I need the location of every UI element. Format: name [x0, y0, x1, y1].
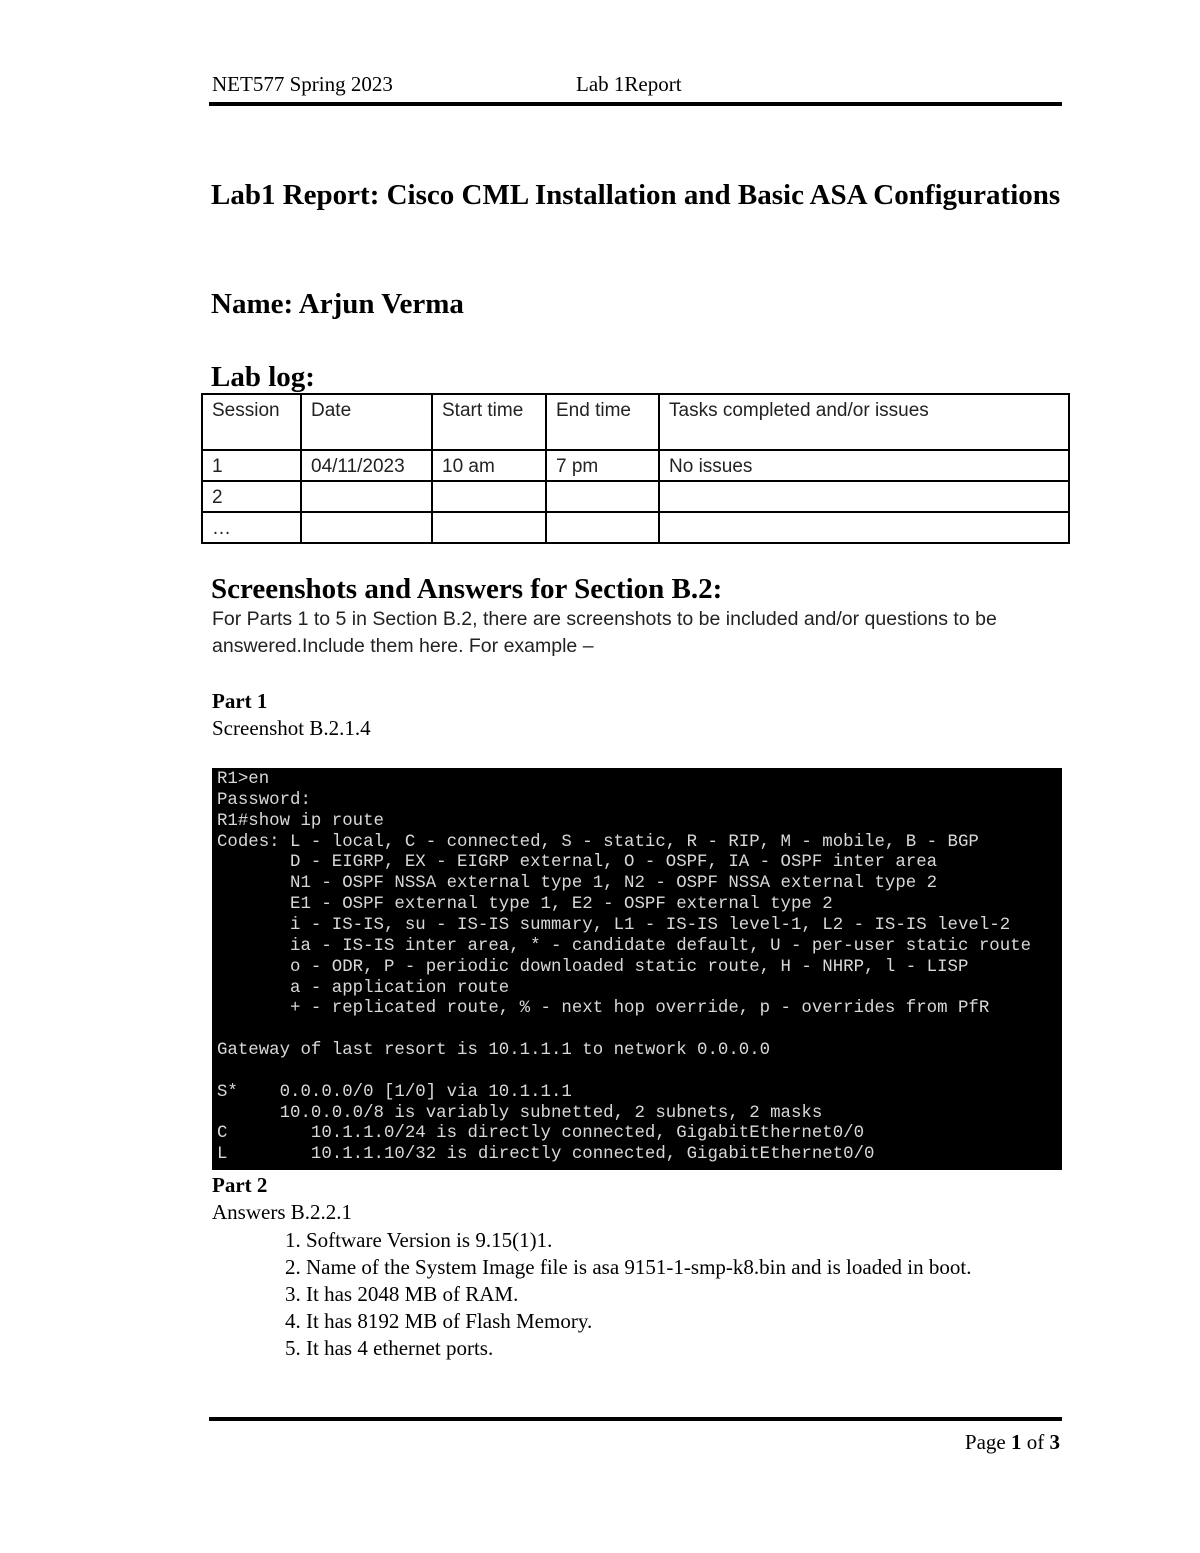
answers-list	[285, 1227, 971, 1362]
terminal-line: D - EIGRP, EX - EIGRP external, O - OSPF, IA - OSPF inter area	[217, 853, 938, 872]
list-item: 3. It has 2048 MB of RAM.	[285, 1282, 519, 1306]
part-1-label: Part 1	[212, 689, 268, 713]
table-cell: …	[202, 512, 301, 543]
table-cell	[659, 481, 1069, 512]
terminal-line: Codes: L - local, C - connected, S - static, R - RIP, M - mobile, B - BGP	[217, 833, 979, 852]
table-cell: 1	[202, 450, 301, 481]
table-header-row	[202, 394, 1069, 450]
footer-rule	[209, 1417, 1062, 1421]
table-cell: 04/11/2023	[301, 450, 432, 481]
table-cell: No issues	[659, 450, 1069, 481]
header-course: NET577 Spring 2023	[212, 72, 393, 96]
student-name: Name: Arjun Verma	[211, 288, 464, 320]
page-number	[965, 1430, 1060, 1455]
page-current: 1	[1011, 1430, 1022, 1454]
part-2-label: Part 2	[212, 1173, 268, 1197]
page-header	[210, 72, 1062, 102]
table-cell: 7 pm	[546, 450, 659, 481]
header-rule	[209, 102, 1062, 106]
terminal-line: Password:	[217, 791, 311, 810]
table-cell	[301, 481, 432, 512]
page-word: Page	[964, 1430, 1006, 1454]
terminal-line: R1>en	[217, 770, 270, 789]
table-row	[202, 512, 1069, 543]
terminal-line: C 10.1.1.0/24 is directly connected, GigabitEthernet0/0	[217, 1124, 865, 1143]
part-2-subtitle: Answers B.2.2.1	[212, 1200, 352, 1224]
column-header: Date	[301, 394, 432, 450]
table-cell	[546, 481, 659, 512]
part-1-subtitle: Screenshot B.2.1.4	[212, 716, 371, 740]
terminal-line: E1 - OSPF external type 1, E2 - OSPF external type 2	[217, 895, 833, 914]
terminal-line: R1#show ip route	[217, 812, 384, 831]
page-total: 3	[1049, 1430, 1060, 1454]
terminal-line: + - replicated route, % - next hop override, p - overrides from PfR	[217, 999, 990, 1018]
terminal-line: a - application route	[217, 979, 510, 998]
table-cell	[659, 512, 1069, 543]
terminal-screenshot	[212, 768, 1062, 1170]
table-cell: 10 am	[432, 450, 546, 481]
section-heading: Screenshots and Answers for Section B.2:	[211, 573, 723, 605]
table-cell	[301, 512, 432, 543]
of-word: of	[1026, 1430, 1045, 1454]
section-intro: For Parts 1 to 5 in Section B.2, there are screenshots to be included and/or questions to be answered.Include them here. For example –	[212, 608, 997, 657]
lab-log-heading: Lab log:	[211, 361, 315, 393]
terminal-line: Gateway of last resort is 10.1.1.1 to network 0.0.0.0	[217, 1041, 771, 1060]
lab-log-table	[201, 393, 1070, 544]
terminal-line: 10.0.0.0/8 is variably subnetted, 2 subnets, 2 masks	[217, 1104, 823, 1123]
table-row	[202, 450, 1069, 481]
table-cell	[546, 512, 659, 543]
table-cell	[432, 481, 546, 512]
list-item: 1. Software Version is 9.15(1)1.	[285, 1228, 553, 1252]
terminal-line: N1 - OSPF NSSA external type 1, N2 - OSPF NSSA external type 2	[217, 874, 938, 893]
column-header: End time	[546, 394, 659, 450]
table-row	[202, 481, 1069, 512]
terminal-line: ia - IS-IS inter area, * - candidate default, U - per-user static route	[217, 937, 1032, 956]
terminal-line: i - IS-IS, su - IS-IS summary, L1 - IS-IS level-1, L2 - IS-IS level-2	[217, 916, 1011, 935]
list-item: 4. It has 8192 MB of Flash Memory.	[285, 1309, 593, 1333]
column-header: Start time	[432, 394, 546, 450]
table-cell: 2	[202, 481, 301, 512]
report-title: Lab1 Report: Cisco CML Installation and Basic ASA Configurations	[211, 179, 1061, 211]
column-header: Tasks completed and/or issues	[659, 394, 1069, 450]
terminal-line: S* 0.0.0.0/0 [1/0] via 10.1.1.1	[217, 1083, 572, 1102]
list-item: 5. It has 4 ethernet ports.	[285, 1336, 494, 1360]
header-report: Lab 1Report	[576, 72, 682, 96]
list-item: 2. Name of the System Image file is asa 9151-1-smp-k8.bin and is loaded in boot.	[285, 1255, 972, 1279]
column-header: Session	[202, 394, 301, 450]
terminal-line: o - ODR, P - periodic downloaded static route, H - NHRP, l - LISP	[217, 958, 969, 977]
terminal-line: L 10.1.1.10/32 is directly connected, GigabitEthernet0/0	[217, 1145, 875, 1164]
table-cell	[432, 512, 546, 543]
